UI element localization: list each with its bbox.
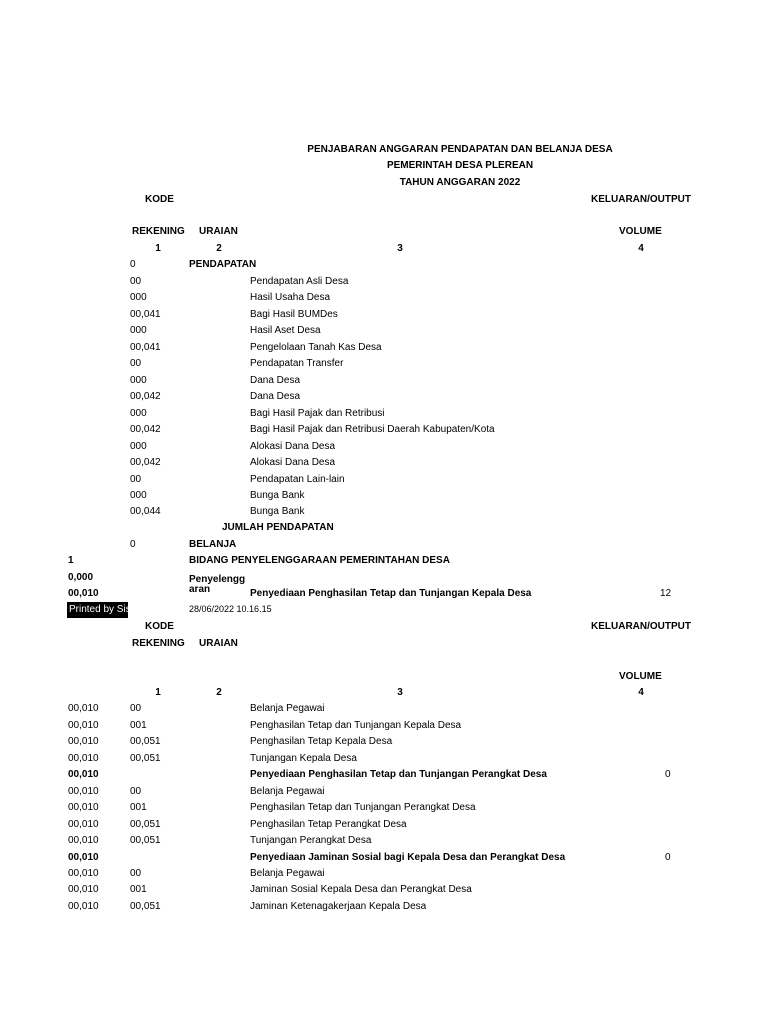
header-kode-p2: KODE [145, 621, 174, 632]
header-rekening: REKENING [132, 226, 185, 237]
header-col3-p2: 3 [397, 687, 403, 698]
pendapatan-row-label: Hasil Aset Desa [250, 325, 321, 336]
row-label: Tunjangan Perangkat Desa [250, 835, 372, 846]
row-code-a: 00,010 [68, 835, 99, 846]
pendapatan-row-code: 00,042 [130, 457, 161, 468]
row-code-b: 001 [130, 720, 147, 731]
pendapatan-row-label: Pengelolaan Tanah Kas Desa [250, 342, 382, 353]
row-label: Jaminan Sosial Kepala Desa dan Perangkat Desa [250, 884, 472, 895]
pendapatan-row-code: 000 [130, 441, 147, 452]
row-code-b: 001 [130, 802, 147, 813]
header-col1-p2: 1 [155, 687, 161, 698]
row-code-a: 00,010 [68, 736, 99, 747]
header-keluaran: KELUARAN/OUTPUT [591, 194, 691, 205]
row-code-a: 00,010 [68, 720, 99, 731]
pendapatan-row-code: 000 [130, 490, 147, 501]
header-volume-p2: VOLUME [619, 671, 662, 682]
pendapatan-row-code: 00,041 [130, 342, 161, 353]
pendapatan-row-code: 00,042 [130, 391, 161, 402]
row-label: Tunjangan Kepala Desa [250, 753, 357, 764]
pendapatan-row-label: Bagi Hasil Pajak dan Retribusi [250, 408, 385, 419]
pendapatan-code: 0 [130, 259, 136, 270]
row-code-a: 00,010 [68, 786, 99, 797]
pendapatan-row-code: 000 [130, 375, 147, 386]
header-col2: 2 [216, 243, 222, 254]
row-code-b: 00,051 [130, 901, 161, 912]
pendapatan-row-code: 00,044 [130, 506, 161, 517]
printed-by-label: Printed by Siskeudes [67, 602, 128, 618]
pendapatan-row-code: 00 [130, 474, 142, 485]
row-code-a: 00,010 [68, 753, 99, 764]
pendapatan-row-label: Pendapatan Asli Desa [250, 276, 349, 287]
kegiatan-code: 00,010 [68, 588, 99, 599]
pendapatan-row-code: 00 [130, 358, 142, 369]
row-label: Penghasilan Tetap Perangkat Desa [250, 819, 407, 830]
row-code-a: 00,010 [68, 802, 99, 813]
row-code-a: 00,010 [68, 868, 99, 879]
row-code-b: 00,051 [130, 736, 161, 747]
belanja-label: BELANJA [189, 539, 237, 550]
pendapatan-row-code: 000 [130, 292, 147, 303]
kegiatan-row-label: Penyediaan Jaminan Sosial bagi Kepala Desa dan Perangkat Desa [250, 852, 566, 863]
doc-title-line1: PENJABARAN ANGGARAN PENDAPATAN DAN BELANJA DESA [307, 144, 613, 155]
header-col4: 4 [638, 243, 644, 254]
header-col4-p2: 4 [638, 687, 644, 698]
kegiatan-row-code: 00,010 [68, 769, 99, 780]
row-code-b: 00,051 [130, 753, 161, 764]
belanja-code: 0 [130, 539, 136, 550]
sub-bidang-label-2: aran [189, 584, 211, 595]
row-label: Belanja Pegawai [250, 703, 325, 714]
print-datetime: 28/06/2022 10.16.15 [189, 604, 272, 614]
pendapatan-row-label: Alokasi Dana Desa [250, 441, 336, 452]
kegiatan-row-code: 00,010 [68, 852, 99, 863]
row-code-a: 00,010 [68, 703, 99, 714]
header-keluaran-p2: KELUARAN/OUTPUT [591, 621, 691, 632]
header-col2-p2: 2 [216, 687, 222, 698]
row-code-b: 001 [130, 884, 147, 895]
pendapatan-row-code: 00,042 [130, 424, 161, 435]
pendapatan-row-label: Bunga Bank [250, 490, 305, 501]
header-col3: 3 [397, 243, 403, 254]
doc-title-line3: TAHUN ANGGARAN 2022 [399, 177, 521, 188]
pendapatan-row-code: 00,041 [130, 309, 161, 320]
header-kode: KODE [145, 194, 174, 205]
kegiatan-volume: 12 [660, 588, 672, 599]
row-label: Penghasilan Tetap dan Tunjangan Perangkat Desa [250, 802, 476, 813]
row-label: Penghasilan Tetap Kepala Desa [250, 736, 393, 747]
row-code-a: 00,010 [68, 819, 99, 830]
pendapatan-row-code: 000 [130, 408, 147, 419]
row-label: Jaminan Ketenagakerjaan Kepala Desa [250, 901, 427, 912]
row-code-a: 00,010 [68, 901, 99, 912]
row-code-b: 00 [130, 786, 142, 797]
header-col1: 1 [155, 243, 161, 254]
pendapatan-row-label: Bagi Hasil BUMDes [250, 309, 338, 320]
pendapatan-row-label: Pendapatan Transfer [250, 358, 344, 369]
bidang-code: 1 [68, 555, 74, 566]
row-label: Belanja Pegawai [250, 868, 325, 879]
row-label: Belanja Pegawai [250, 786, 325, 797]
row-code-a: 00,010 [68, 884, 99, 895]
pendapatan-row-label: Pendapatan Lain-lain [250, 474, 345, 485]
sub-bidang-code: 0,000 [68, 572, 94, 583]
kegiatan-row-volume: 0 [665, 769, 671, 780]
doc-title-line2: PEMERINTAH DESA PLEREAN [386, 160, 534, 171]
pendapatan-row-label: Hasil Usaha Desa [250, 292, 331, 303]
bidang-label: BIDANG PENYELENGGARAAN PEMERINTAHAN DESA [189, 555, 450, 566]
row-code-b: 00 [130, 868, 142, 879]
row-code-b: 00,051 [130, 835, 161, 846]
kegiatan-row-volume: 0 [665, 852, 671, 863]
header-volume: VOLUME [619, 226, 662, 237]
pendapatan-row-label: Alokasi Dana Desa [250, 457, 336, 468]
pendapatan-row-label: Dana Desa [250, 391, 301, 402]
sub-bidang-label-1: Penyelengg [189, 574, 246, 585]
pendapatan-row-label: Bunga Bank [250, 506, 305, 517]
row-code-b: 00,051 [130, 819, 161, 830]
pendapatan-label: PENDAPATAN [189, 259, 257, 270]
row-label: Penghasilan Tetap dan Tunjangan Kepala Desa [250, 720, 462, 731]
pendapatan-row-code: 00 [130, 276, 142, 287]
header-uraian-p2: URAIAN [199, 638, 238, 649]
pendapatan-row-label: Bagi Hasil Pajak dan Retribusi Daerah Kabupaten/Kota [250, 424, 495, 435]
pendapatan-row-label: Dana Desa [250, 375, 301, 386]
row-code-b: 00 [130, 703, 142, 714]
kegiatan-row-label: Penyediaan Penghasilan Tetap dan Tunjangan Perangkat Desa [250, 769, 547, 780]
kegiatan-label: Penyediaan Penghasilan Tetap dan Tunjangan Kepala Desa [250, 588, 532, 599]
header-uraian: URAIAN [199, 226, 238, 237]
jumlah-pendapatan: JUMLAH PENDAPATAN [222, 522, 334, 533]
pendapatan-row-code: 000 [130, 325, 147, 336]
header-rekening-p2: REKENING [132, 638, 185, 649]
